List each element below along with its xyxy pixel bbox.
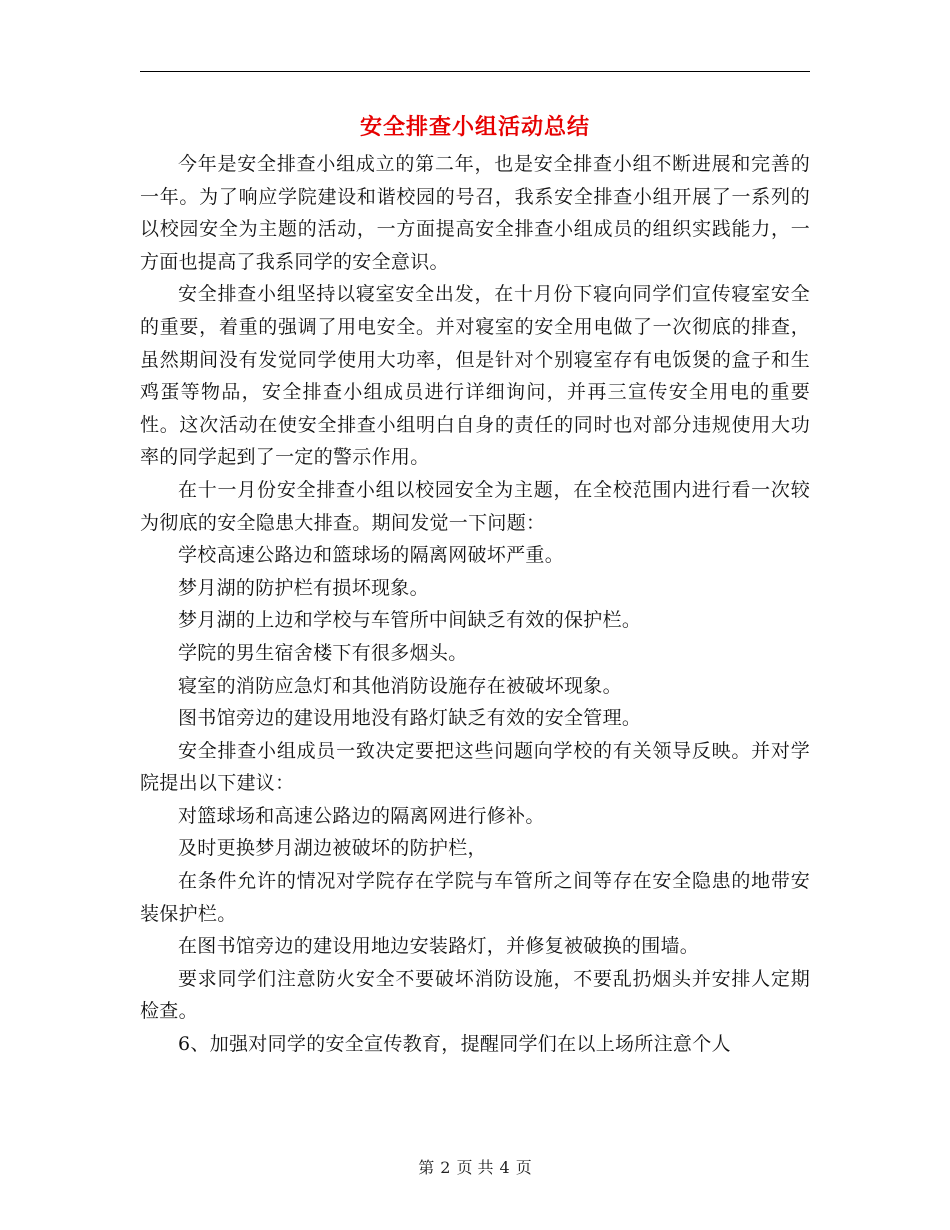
footer-prefix: 第 xyxy=(418,1158,435,1177)
document-body xyxy=(140,148,810,1061)
page-footer xyxy=(140,1155,810,1178)
list-item: 寝室的消防应急灯和其他消防设施存在被破坏现象。 xyxy=(178,674,622,697)
list-item: 要求同学们注意防火安全不要破坏消防设施，不要乱扔烟头并安排人定期检查。 xyxy=(140,967,810,1023)
footer-suffix: 页 xyxy=(515,1158,532,1177)
list-item: 6、加强对同学的安全宣传教育，提醒同学们在以上场所注意个人 xyxy=(178,1033,731,1056)
list-item: 梦月湖的防护栏有损坏现象。 xyxy=(178,576,429,599)
total-pages: 4 xyxy=(499,1158,510,1177)
header-rule xyxy=(140,71,810,72)
list-item: 梦月湖的上边和学校与车管所中间缺乏有效的保护栏。 xyxy=(178,609,642,632)
list-item: 对篮球场和高速公路边的隔离网进行修补。 xyxy=(178,804,545,827)
list-item: 图书馆旁边的建设用地没有路灯缺乏有效的安全管理。 xyxy=(178,707,642,730)
paragraph: 今年是安全排查小组成立的第二年，也是安全排查小组不断进展和完善的一年。为了响应学院建设和谐校园的号召，我系安全排查小组开展了一系列的以校园安全为主题的活动，一方面提高安全排查小组成员的组织实践能力，一方面也提高了我系同学的安全意识。 xyxy=(140,153,810,273)
list-item: 在条件允许的情况对学院存在学院与车管所之间等存在安全隐患的地带安装保护栏。 xyxy=(140,870,810,925)
list-item: 学院的男生宿舍楼下有很多烟头。 xyxy=(178,641,468,664)
page-number: 2 xyxy=(440,1158,451,1177)
paragraph: 在十一月份安全排查小组以校园安全为主题，在全校范围内进行看一次较为彻底的安全隐患大排查。期间发觉一下问题： xyxy=(140,478,810,534)
list-item: 及时更换梦月湖边被破坏的防护栏， xyxy=(178,837,487,860)
paragraph: 安全排查小组坚持以寝室安全出发，在十月份下寝向同学们宣传寝室安全的重要，着重的强调了用电安全。并对寝室的安全用电做了一次彻底的排查，虽然期间没有发觉同学使用大功率，但是针对个别寝室存有电饭煲的盒子和生鸡蛋等物品，安全排查小组成员进行详细询问，并再三宣传安全用电的重要性。这次活动在使安全排查小组明白自身的责任的同时也对部分违规使用大功率的同学起到了一定的警示作用。 xyxy=(140,283,810,469)
list-item: 在图书馆旁边的建设用地边安装路灯，并修复被破换的围墙。 xyxy=(178,935,700,958)
footer-of: 页 共 xyxy=(456,1158,494,1177)
paragraph: 安全排查小组成员一致决定要把这些问题向学校的有关领导反映。并对学院提出以下建议： xyxy=(140,739,810,795)
list-item: 学校高速公路边和篮球场的隔离网破坏严重。 xyxy=(178,544,565,567)
document-title: 安全排查小组活动总结 xyxy=(359,114,590,140)
